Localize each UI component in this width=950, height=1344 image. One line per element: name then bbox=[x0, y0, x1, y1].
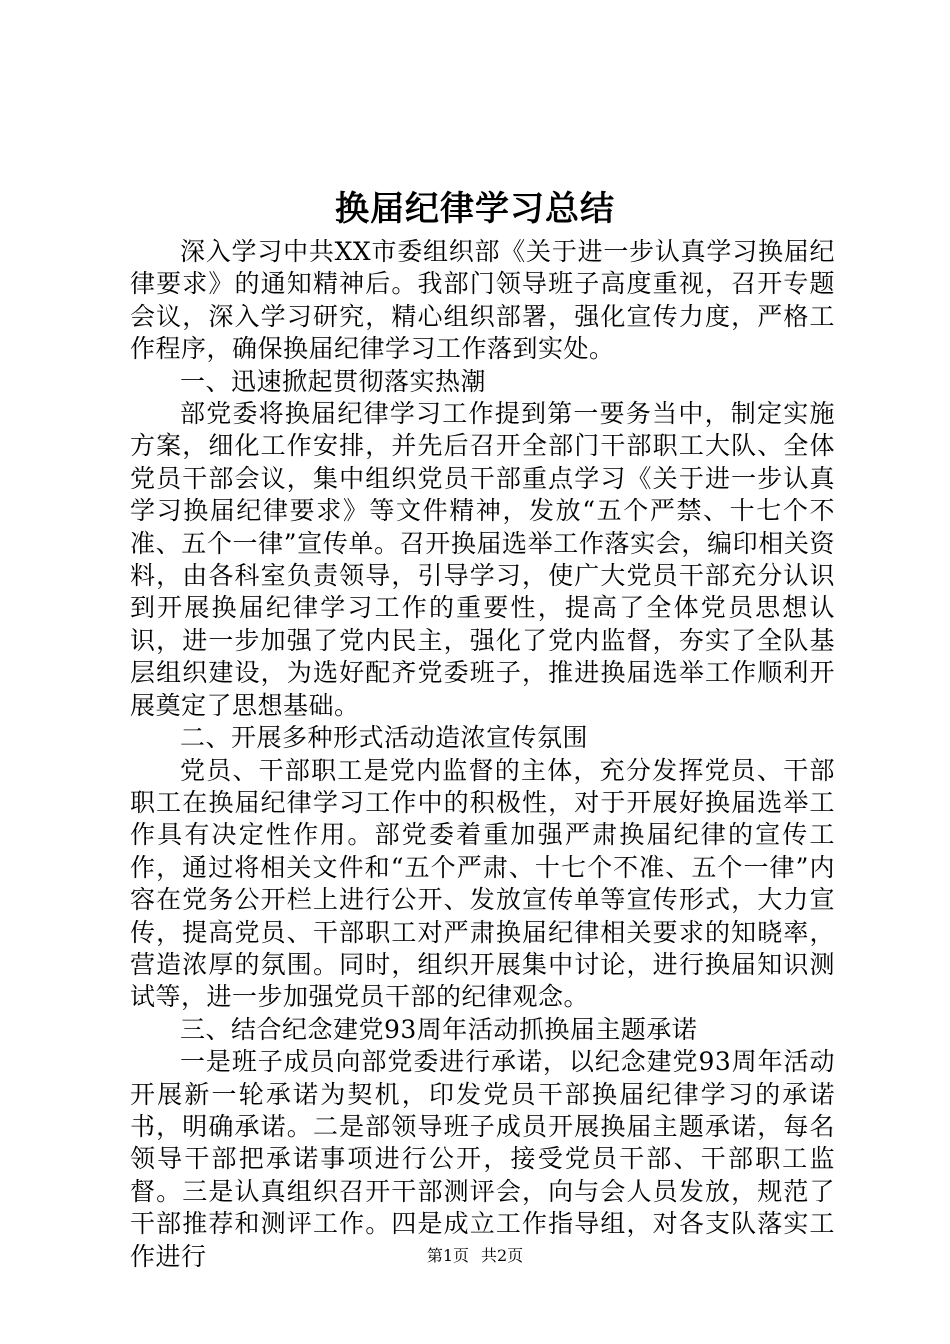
page-footer bbox=[0, 1244, 950, 1268]
section-1-paragraph: 部党委将换届纪律学习工作提到第一要务当中，制定实施方案，细化工作安排，并先后召开全部门干部职工大队、全体党员干部会议，集中组织党员干部重点学习《关于进一步认真学习换届纪律要求》等文件精神，发放“五个严禁、十七个不准、五个一律”宣传单。召开换届选举工作落实会，编印相关资料，由各科室负责领导，引导学习，使广大党员干部充分认识到开展换届纪律学习工作的重要性，提高了全体党员思想认识，进一步加强了党内民主，强化了党内监督，夯实了全队基层组织建设，为选好配齐党委班子，推进换届选举工作顺利开展奠定了思想基础。 bbox=[130, 399, 835, 720]
document-title: 换届纪律学习总结 bbox=[335, 189, 615, 229]
document-body bbox=[130, 236, 835, 1273]
section-heading-1: 一、迅速掀起贯彻落实热潮 bbox=[180, 366, 487, 396]
section-3-paragraph: 一是班子成员向部党委进行承诺，以纪念建党93周年活动开展新一轮承诺为契机，印发党员干部换届纪律学习的承诺书，明确承诺。二是部领导班子成员开展换届主题承诺，每名领导干部把承诺事项进行公开，接受党员干部、干部职工监督。三是认真组织召开干部测评会，向与会人员发放，规范了干部推荐和测评工作。四是成立工作指导组，对各支队落实工作进行 bbox=[130, 1047, 835, 1271]
intro-paragraph: 深入学习中共XX市委组织部《关于进一步认真学习换届纪律要求》的通知精神后。我部门领导班子高度重视，召开专题会议，深入学习研究，精心组织部署，强化宣传力度，严格工作程序，确保换届纪律学习工作落到实处。 bbox=[130, 237, 835, 364]
page-total: 共2页 bbox=[481, 1246, 524, 1265]
section-heading-2: 二、开展多种形式活动造浓宣传氛围 bbox=[180, 723, 589, 753]
section-heading-3: 三、结合纪念建党93周年活动抓换届主题承诺 bbox=[180, 1014, 698, 1044]
section-2-paragraph: 党员、干部职工是党内监督的主体，充分发挥党员、干部职工在换届纪律学习工作中的积极性，对于开展好换届选举工作具有决定性作用。部党委着重加强严肃换届纪律的宣传工作，通过将相关文件和“五个严肃、十七个不准、五个一律”内容在党务公开栏上进行公开、发放宣传单等宣传形式，大力宣传，提高党员、干部职工对严肃换届纪律相关要求的知晓率，营造浓厚的氛围。同时，组织开展集中讨论，进行换届知识测试等，进一步加强党员干部的纪律观念。 bbox=[130, 755, 835, 1012]
page-number: 第1页 bbox=[426, 1246, 469, 1265]
